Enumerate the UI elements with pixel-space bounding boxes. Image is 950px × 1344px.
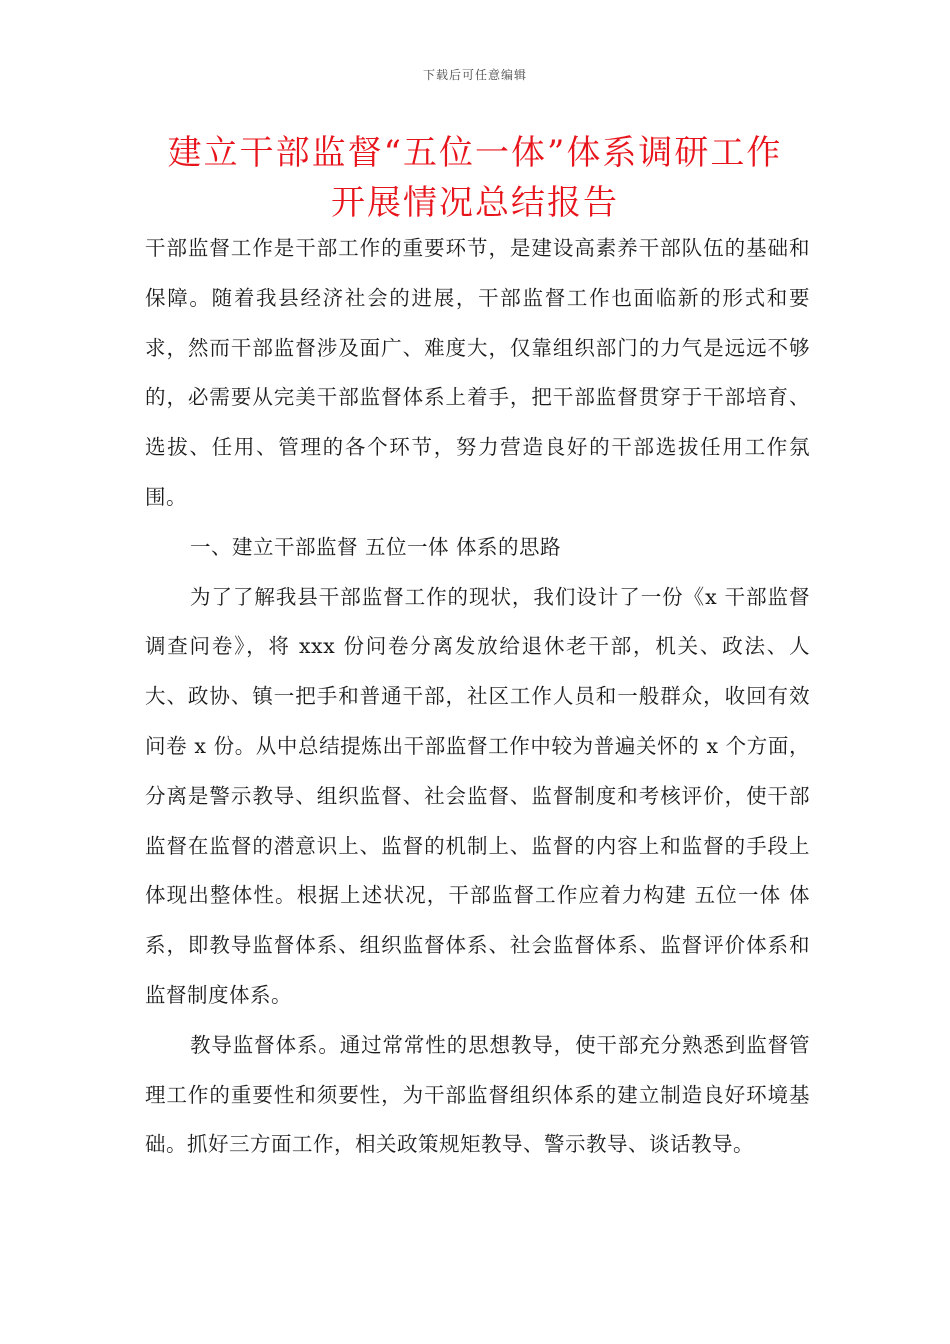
document-title <box>0 128 950 228</box>
section-heading-1: 一、建立干部监督 五位一体 体系的思路 <box>190 534 562 559</box>
title-line-1: 建立干部监督“五位一体”体系调研工作 <box>167 133 783 173</box>
document-body <box>145 224 810 1170</box>
paragraph-intro: 干部监督工作是干部工作的重要环节，是建设高素养干部队伍的基础和保障。随着我县经济社会的进展，干部监督工作也面临新的形式和要求，然而干部监督涉及面广、难度大，仅靠组织部门的力气是远远不够的，必需要从完美干部监督体系上着手，把干部监督贯穿于干部培育、选拔、任用、管理的各个环节，努力营造良好的干部选拔任用工作氛围。 <box>145 236 810 509</box>
title-line-2: 开展情况总结报告 <box>331 183 619 223</box>
paragraph-education-system: 教导监督体系。通过常常性的思想教导，使干部充分熟悉到监督管理工作的重要性和须要性，为干部监督组织体系的建立制造良好环境基础。抓好三方面工作，相关政策规矩教导、警示教导、谈话教导。 <box>145 1032 810 1157</box>
header-note: 下载后可任意编辑 <box>422 68 527 82</box>
paragraph-survey: 为了了解我县干部监督工作的现状，我们设计了一份《x 干部监督调查问卷》，将 xxx 份问卷分离发放给退休老干部，机关、政法、人大、政协、镇一把手和普通干部，社区工作人员和一般群众，收回有效问卷 x 份。从中总结提炼出干部监督工作中较为普遍关怀的 x 个方面，分离是警示教导、组织监督、社会监督、监督制度和考核评价，使干部监督在监督的潜意识上、监督的机制上、监督的内容上和监督的手段上体现出整体性。根据上述状况，干部监督工作应着力构建 五位一体 体系，即教导监督体系、组织监督体系、社会监督体系、监督评价体系和监督制度体系。 <box>145 584 810 1007</box>
